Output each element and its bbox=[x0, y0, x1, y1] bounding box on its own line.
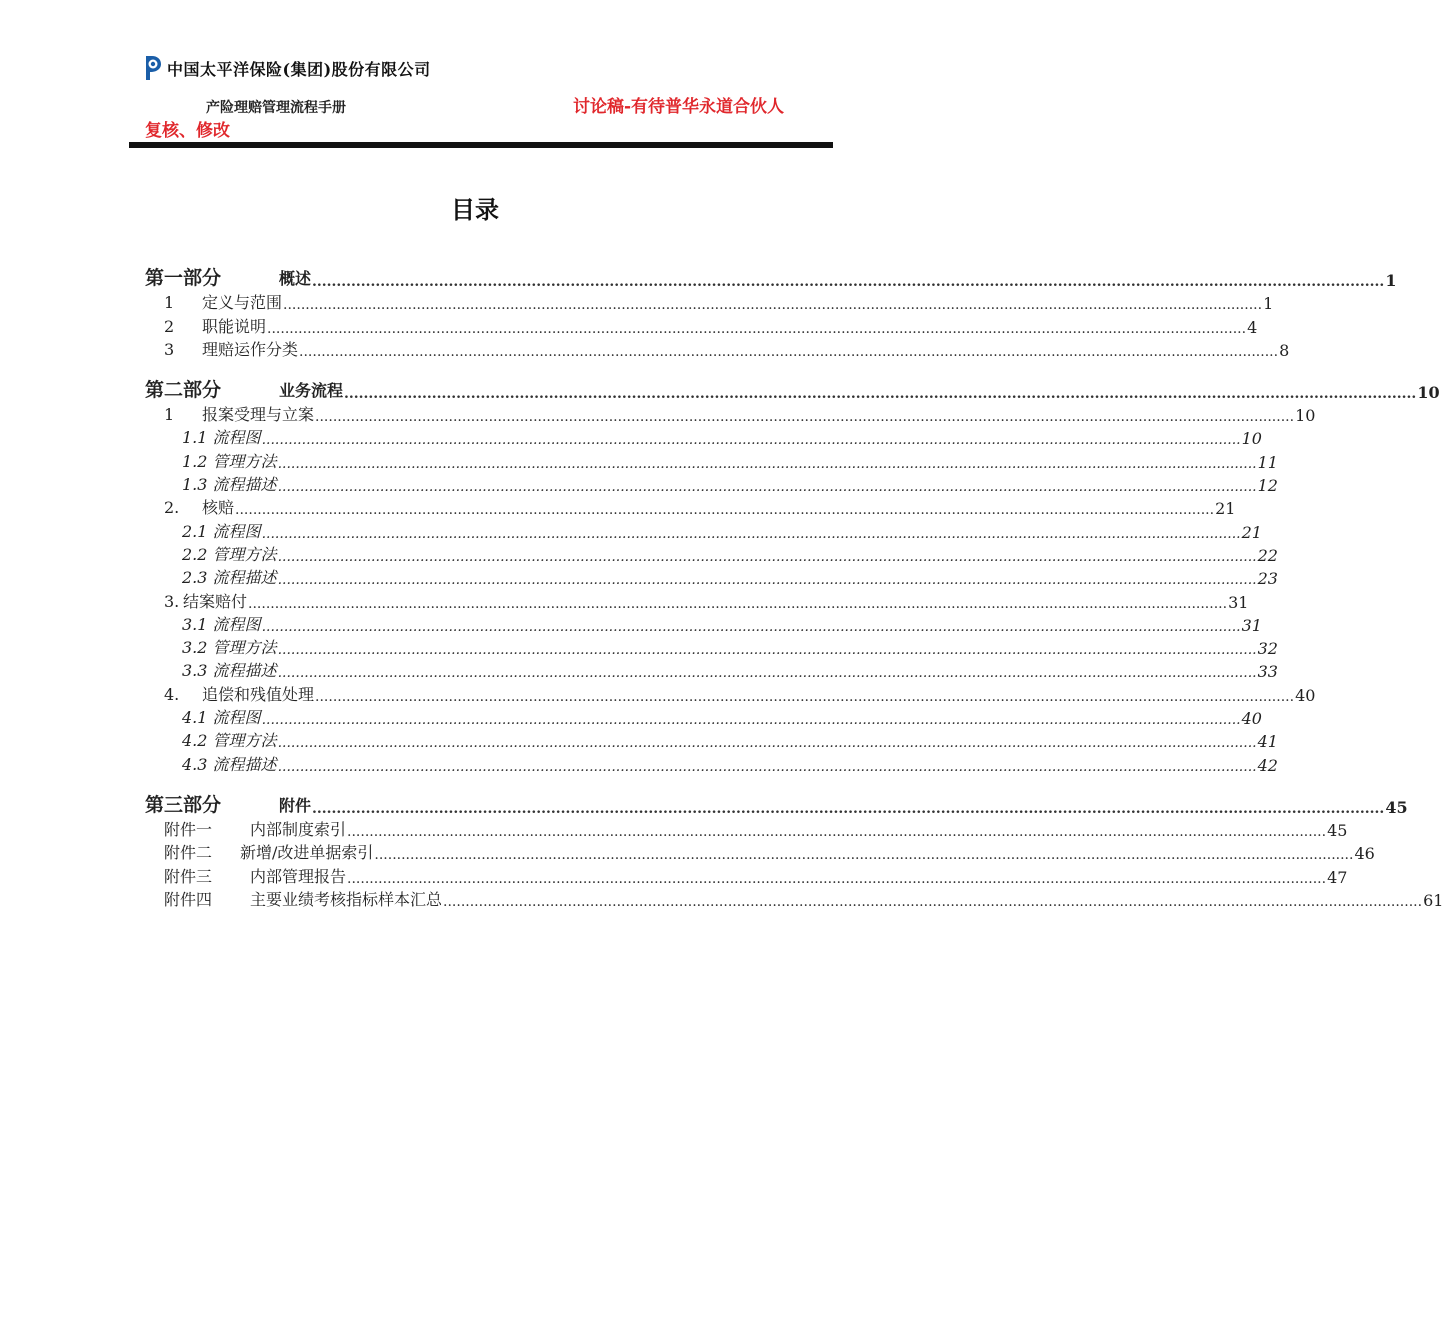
toc-entry-label bbox=[164, 864, 347, 887]
toc-entry-label bbox=[164, 682, 315, 705]
toc-entry-row[interactable] bbox=[145, 635, 1278, 659]
toc-dot-leader: ............................................................................................................................................................................................................................ bbox=[443, 893, 1423, 910]
toc-entry-title: 流程描述 bbox=[212, 568, 277, 588]
header-rule bbox=[129, 142, 833, 148]
toc-dot-leader: ............................................................................................................................................................................................................................ bbox=[267, 320, 1247, 337]
toc-part-name: 附件 bbox=[279, 795, 312, 815]
toc-page-number: 1 bbox=[1263, 294, 1274, 314]
toc-entry-number: 1.3 bbox=[182, 475, 208, 495]
toc-entry-title: 核赔 bbox=[202, 498, 235, 518]
toc-entry-number: 2 bbox=[164, 316, 175, 336]
toc-entry-number: 1.1 bbox=[182, 428, 208, 448]
toc-dot-leader: ............................................................................................................................................................................................................................ bbox=[277, 572, 1257, 589]
toc-entry-label bbox=[182, 472, 278, 495]
toc-entry-row[interactable] bbox=[145, 425, 1262, 449]
toc-entry-number: 3.1 bbox=[182, 614, 208, 634]
toc-entry-row[interactable] bbox=[145, 495, 1236, 519]
toc-page-number: 10 bbox=[1295, 406, 1316, 426]
toc-entry-title: 管理方法 bbox=[212, 544, 277, 564]
toc-part-number: 第二部分 bbox=[145, 378, 222, 401]
toc-entry-row[interactable] bbox=[145, 518, 1262, 542]
toc-entry-title: 报案受理与立案 bbox=[202, 405, 315, 425]
toc-entry-row[interactable] bbox=[145, 705, 1262, 729]
toc-entry-title: 管理方法 bbox=[212, 451, 277, 471]
toc-part-name: 概述 bbox=[279, 269, 312, 288]
toc-entry-number: 2.3 bbox=[182, 568, 208, 588]
toc-entry-row[interactable] bbox=[145, 448, 1278, 472]
toc-entry-number: 1 bbox=[164, 405, 175, 425]
toc-dot-leader: ............................................................................................................................................................................................................................ bbox=[347, 870, 1327, 887]
toc-entry-number: 2. bbox=[164, 498, 180, 518]
toc-entry-number: 4. bbox=[164, 684, 180, 704]
toc-dot-leader: ............................................................................................................................................................................................................................ bbox=[277, 548, 1257, 565]
toc-entry-title: 职能说明 bbox=[202, 316, 267, 336]
toc-entry-title: 流程描述 bbox=[212, 475, 277, 495]
toc-page-number: 46 bbox=[1354, 844, 1375, 864]
toc-entry-title: 管理方法 bbox=[212, 638, 277, 658]
toc-page-number: 40 bbox=[1241, 709, 1262, 729]
toc-entry-number: 附件一 bbox=[164, 819, 213, 839]
toc-page-number: 61 bbox=[1423, 890, 1443, 910]
toc-page-number: 45 bbox=[1327, 820, 1348, 840]
toc-entry-title: 管理方法 bbox=[212, 731, 277, 751]
toc-dot-leader: ............................................................................................................................................................................................................................ bbox=[277, 479, 1257, 496]
toc-dot-leader: ............................................................................................................................................................................................................................ bbox=[261, 712, 1241, 729]
toc-entry-title: 流程图 bbox=[212, 614, 261, 634]
toc-entry-label bbox=[164, 402, 315, 425]
toc-entry-number: 附件四 bbox=[164, 889, 213, 909]
toc-entry-label bbox=[182, 519, 262, 542]
toc-entry-label bbox=[164, 495, 235, 518]
toc-page-number: 21 bbox=[1215, 499, 1236, 519]
toc-dot-leader: ............................................................................................................................................................................................................................ bbox=[315, 409, 1295, 426]
toc-entry-row[interactable] bbox=[145, 681, 1316, 705]
toc-entry-title: 新增/改进单据索引 bbox=[240, 843, 374, 863]
toc-entry-row[interactable] bbox=[145, 887, 1443, 910]
toc-page-number: 8 bbox=[1279, 340, 1290, 360]
toc-entry-title: 追偿和残值处理 bbox=[202, 684, 315, 704]
toc-page-number: 10 bbox=[1417, 382, 1440, 402]
toc-part-row[interactable] bbox=[145, 783, 1408, 817]
toc-entry-row[interactable] bbox=[145, 817, 1348, 840]
toc-entry-label bbox=[164, 887, 443, 910]
toc-dot-leader: ............................................................................................................................................................................................................................ bbox=[299, 343, 1279, 360]
toc-entry-number: 2.2 bbox=[182, 544, 208, 564]
toc-entry-number: 3.2 bbox=[182, 638, 208, 658]
toc-entry-row[interactable] bbox=[145, 542, 1278, 565]
toc-entry-title: 内部管理报告 bbox=[250, 866, 347, 886]
toc-entry-row[interactable] bbox=[145, 728, 1278, 752]
toc-entry-title: 流程描述 bbox=[212, 754, 277, 774]
toc-entry-label bbox=[182, 728, 278, 751]
toc-dot-leader: ............................................................................................................................................................................................................................ bbox=[283, 297, 1263, 314]
toc-dot-leader: ............................................................................................................................................................................................................................ bbox=[312, 800, 1385, 817]
toc-entry-number: 3.3 bbox=[182, 661, 208, 681]
toc-entry-label bbox=[182, 565, 278, 588]
toc-dot-leader: ............................................................................................................................................................................................................................ bbox=[347, 823, 1327, 840]
toc-entry-row[interactable] bbox=[145, 863, 1348, 887]
draft-note: 讨论稿-有待普华永道合伙人复核、修改 bbox=[145, 97, 785, 141]
toc-entry-number: 4.3 bbox=[182, 754, 208, 774]
toc-entry-label bbox=[182, 635, 278, 658]
toc-entry-title: 内部制度索引 bbox=[250, 819, 347, 839]
toc-entry-label bbox=[164, 290, 283, 313]
toc-part-row[interactable] bbox=[145, 256, 1397, 290]
toc-dot-leader: ............................................................................................................................................................................................................................ bbox=[261, 618, 1241, 635]
toc-entry-row[interactable] bbox=[145, 751, 1278, 775]
toc-page-number: 32 bbox=[1257, 639, 1278, 659]
toc-entry-number: 3. bbox=[164, 591, 180, 611]
toc-page-number: 33 bbox=[1257, 662, 1278, 682]
toc-entry-row[interactable] bbox=[145, 658, 1278, 682]
toc-page-number: 4 bbox=[1247, 317, 1258, 337]
toc-page-number: 11 bbox=[1257, 452, 1278, 472]
toc-entry-row[interactable] bbox=[145, 402, 1316, 426]
toc-entry-row[interactable] bbox=[145, 840, 1375, 864]
toc-part-row[interactable] bbox=[145, 368, 1440, 402]
toc-page-number: 47 bbox=[1327, 867, 1348, 887]
toc-entry-label bbox=[164, 337, 299, 360]
toc-page-number: 31 bbox=[1228, 592, 1249, 612]
toc-entry-label bbox=[164, 840, 374, 863]
toc-part-name: 业务流程 bbox=[279, 380, 344, 400]
toc-entry-row[interactable] bbox=[145, 472, 1278, 496]
toc-entry-row[interactable] bbox=[145, 337, 1290, 360]
toc-dot-leader: ............................................................................................................................................................................................................................ bbox=[277, 665, 1257, 682]
company-logo bbox=[143, 50, 431, 86]
toc-part-number: 第一部分 bbox=[145, 267, 222, 289]
toc-entry-label bbox=[182, 752, 278, 775]
toc-entry-title: 主要业绩考核指标样本汇总 bbox=[250, 889, 443, 909]
toc-dot-leader: ............................................................................................................................................................................................................................ bbox=[277, 735, 1257, 752]
toc-entry-row[interactable] bbox=[145, 313, 1258, 337]
toc-page-number: 42 bbox=[1257, 755, 1278, 775]
toc-entry-title: 流程描述 bbox=[212, 661, 277, 681]
toc-entry-number: 4.2 bbox=[182, 731, 208, 751]
toc-dot-leader: ............................................................................................................................................................................................................................ bbox=[315, 688, 1295, 705]
company-name: 中国太平洋保险(集团)股份有限公司 bbox=[167, 59, 431, 79]
toc-page-number: 12 bbox=[1257, 476, 1278, 496]
toc-page-number: 10 bbox=[1241, 429, 1262, 449]
toc-entry-number: 附件二 bbox=[164, 843, 213, 863]
toc-page-number: 41 bbox=[1257, 732, 1278, 752]
toc-dot-leader: ............................................................................................................................................................................................................................ bbox=[261, 525, 1241, 542]
toc-entry-label bbox=[182, 612, 262, 635]
toc-dot-leader: ............................................................................................................................................................................................................................ bbox=[277, 758, 1257, 775]
toc-entry-label bbox=[182, 449, 278, 472]
toc-entry-row[interactable] bbox=[145, 565, 1278, 589]
toc-entry-number: 1 bbox=[164, 293, 175, 313]
toc-entry-title: 结案赔付 bbox=[183, 591, 248, 611]
toc-entry-label bbox=[182, 658, 278, 681]
toc-title: 目录 bbox=[451, 196, 499, 224]
toc-entry-label bbox=[164, 817, 347, 840]
toc-part-number: 第三部分 bbox=[145, 793, 222, 816]
toc-page-number: 1 bbox=[1385, 271, 1397, 290]
toc-entry-title: 流程图 bbox=[212, 521, 261, 541]
toc-entry-row[interactable] bbox=[145, 588, 1249, 612]
toc-entry-number: 3 bbox=[164, 339, 175, 359]
toc-entry-number: 附件三 bbox=[164, 866, 213, 886]
toc-entry-label bbox=[164, 589, 248, 612]
toc-dot-leader: ............................................................................................................................................................................................................................ bbox=[248, 595, 1228, 612]
toc-entry-title: 理赔运作分类 bbox=[202, 339, 299, 359]
toc-entry-number: 1.2 bbox=[182, 451, 208, 471]
toc-part-label bbox=[145, 790, 312, 817]
toc-page-number: 40 bbox=[1295, 685, 1316, 705]
toc-entry-title: 流程图 bbox=[212, 708, 261, 728]
toc-page-number: 22 bbox=[1257, 545, 1278, 565]
toc-part-label bbox=[145, 263, 312, 290]
toc-dot-leader: ............................................................................................................................................................................................................................ bbox=[277, 642, 1257, 659]
toc-page-number: 23 bbox=[1257, 569, 1278, 589]
toc-dot-leader: ............................................................................................................................................................................................................................ bbox=[374, 847, 1354, 864]
toc-dot-leader: ............................................................................................................................................................................................................................ bbox=[344, 385, 1417, 402]
toc-page-number: 21 bbox=[1241, 522, 1262, 542]
toc-entry-title: 流程图 bbox=[212, 428, 261, 448]
document-title: 产险理赔管理流程手册 bbox=[206, 100, 346, 116]
toc-entry-title: 定义与范围 bbox=[202, 293, 283, 313]
toc-page-number: 45 bbox=[1385, 797, 1408, 817]
page-header bbox=[0, 0, 950, 160]
toc-dot-leader: ............................................................................................................................................................................................................................ bbox=[235, 502, 1215, 519]
toc-entry-label bbox=[182, 425, 262, 448]
cpic-logo-icon bbox=[143, 54, 163, 82]
toc-part-label bbox=[145, 375, 344, 402]
toc-dot-leader: ............................................................................................................................................................................................................................ bbox=[277, 455, 1257, 472]
toc-entry-row[interactable] bbox=[145, 612, 1262, 635]
toc-entry-label bbox=[182, 542, 278, 565]
toc-entry-number: 2.1 bbox=[182, 521, 208, 541]
table-of-contents bbox=[145, 256, 1443, 910]
toc-entry-label bbox=[164, 314, 267, 337]
toc-entry-label bbox=[182, 705, 262, 728]
toc-entry-number: 4.1 bbox=[182, 708, 208, 728]
toc-page-number: 31 bbox=[1241, 615, 1262, 635]
toc-dot-leader: ............................................................................................................................................................................................................................ bbox=[312, 274, 1385, 290]
toc-entry-row[interactable] bbox=[145, 290, 1274, 314]
toc-dot-leader: ............................................................................................................................................................................................................................ bbox=[261, 432, 1241, 449]
